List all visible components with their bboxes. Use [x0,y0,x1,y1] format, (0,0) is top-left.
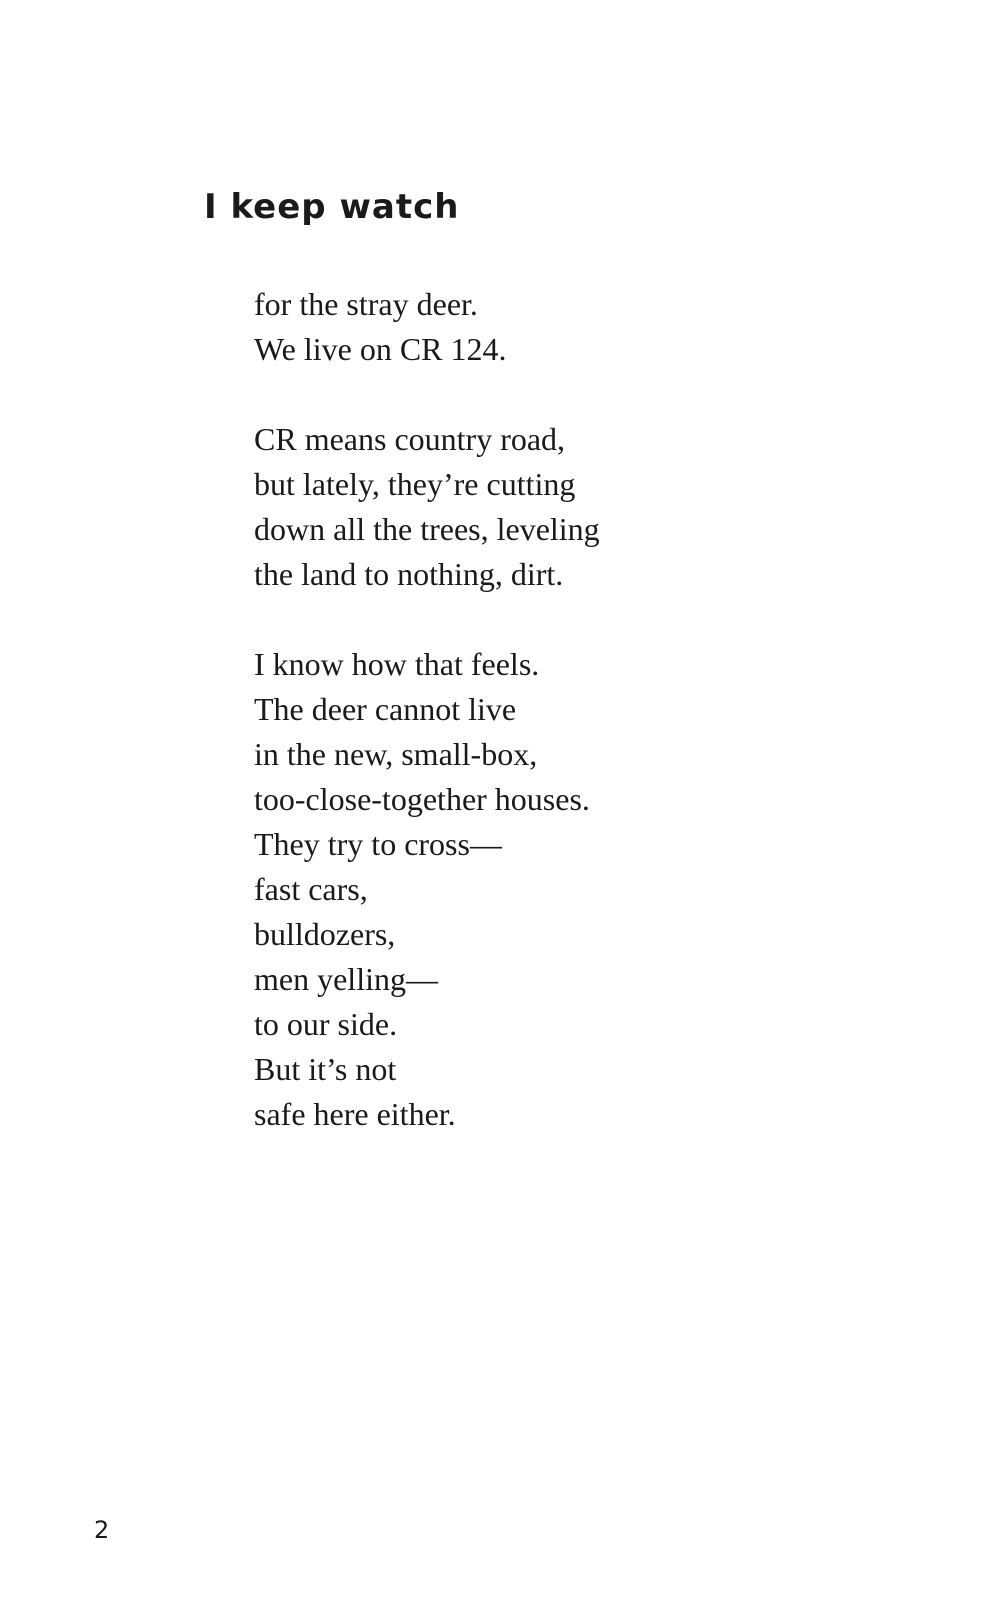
poem-line: The deer cannot live [254,691,517,727]
stanza-1 [254,282,600,372]
poem-line: CR means country road, [254,421,566,457]
poem-line: to our side. [254,1006,398,1042]
poem-title: I keep watch [204,187,460,227]
poem-line: bulldozers, [254,916,396,952]
poem-line: for the stray deer. [254,286,478,322]
page-number: 2 [94,1516,110,1544]
poem-line: safe here either. [254,1096,456,1132]
poem-line: in the new, small-box, [254,736,538,772]
poem-line: but lately, they’re cutting [254,466,576,502]
poem-line: men yelling— [254,961,438,997]
poem-line: I know how that feels. [254,646,540,682]
poem-line: We live on CR 124. [254,331,507,367]
poem-line: down all the trees, leveling [254,511,600,547]
poem-line: fast cars, [254,871,368,907]
poem-line: But it’s not [254,1051,397,1087]
stanza-2 [254,417,600,597]
poem-body [254,282,600,1182]
poem-line: too-close-together houses. [254,781,590,817]
stanza-3 [254,642,600,1137]
poem-line: the land to nothing, dirt. [254,556,564,592]
poem-line: They try to cross— [254,826,502,862]
